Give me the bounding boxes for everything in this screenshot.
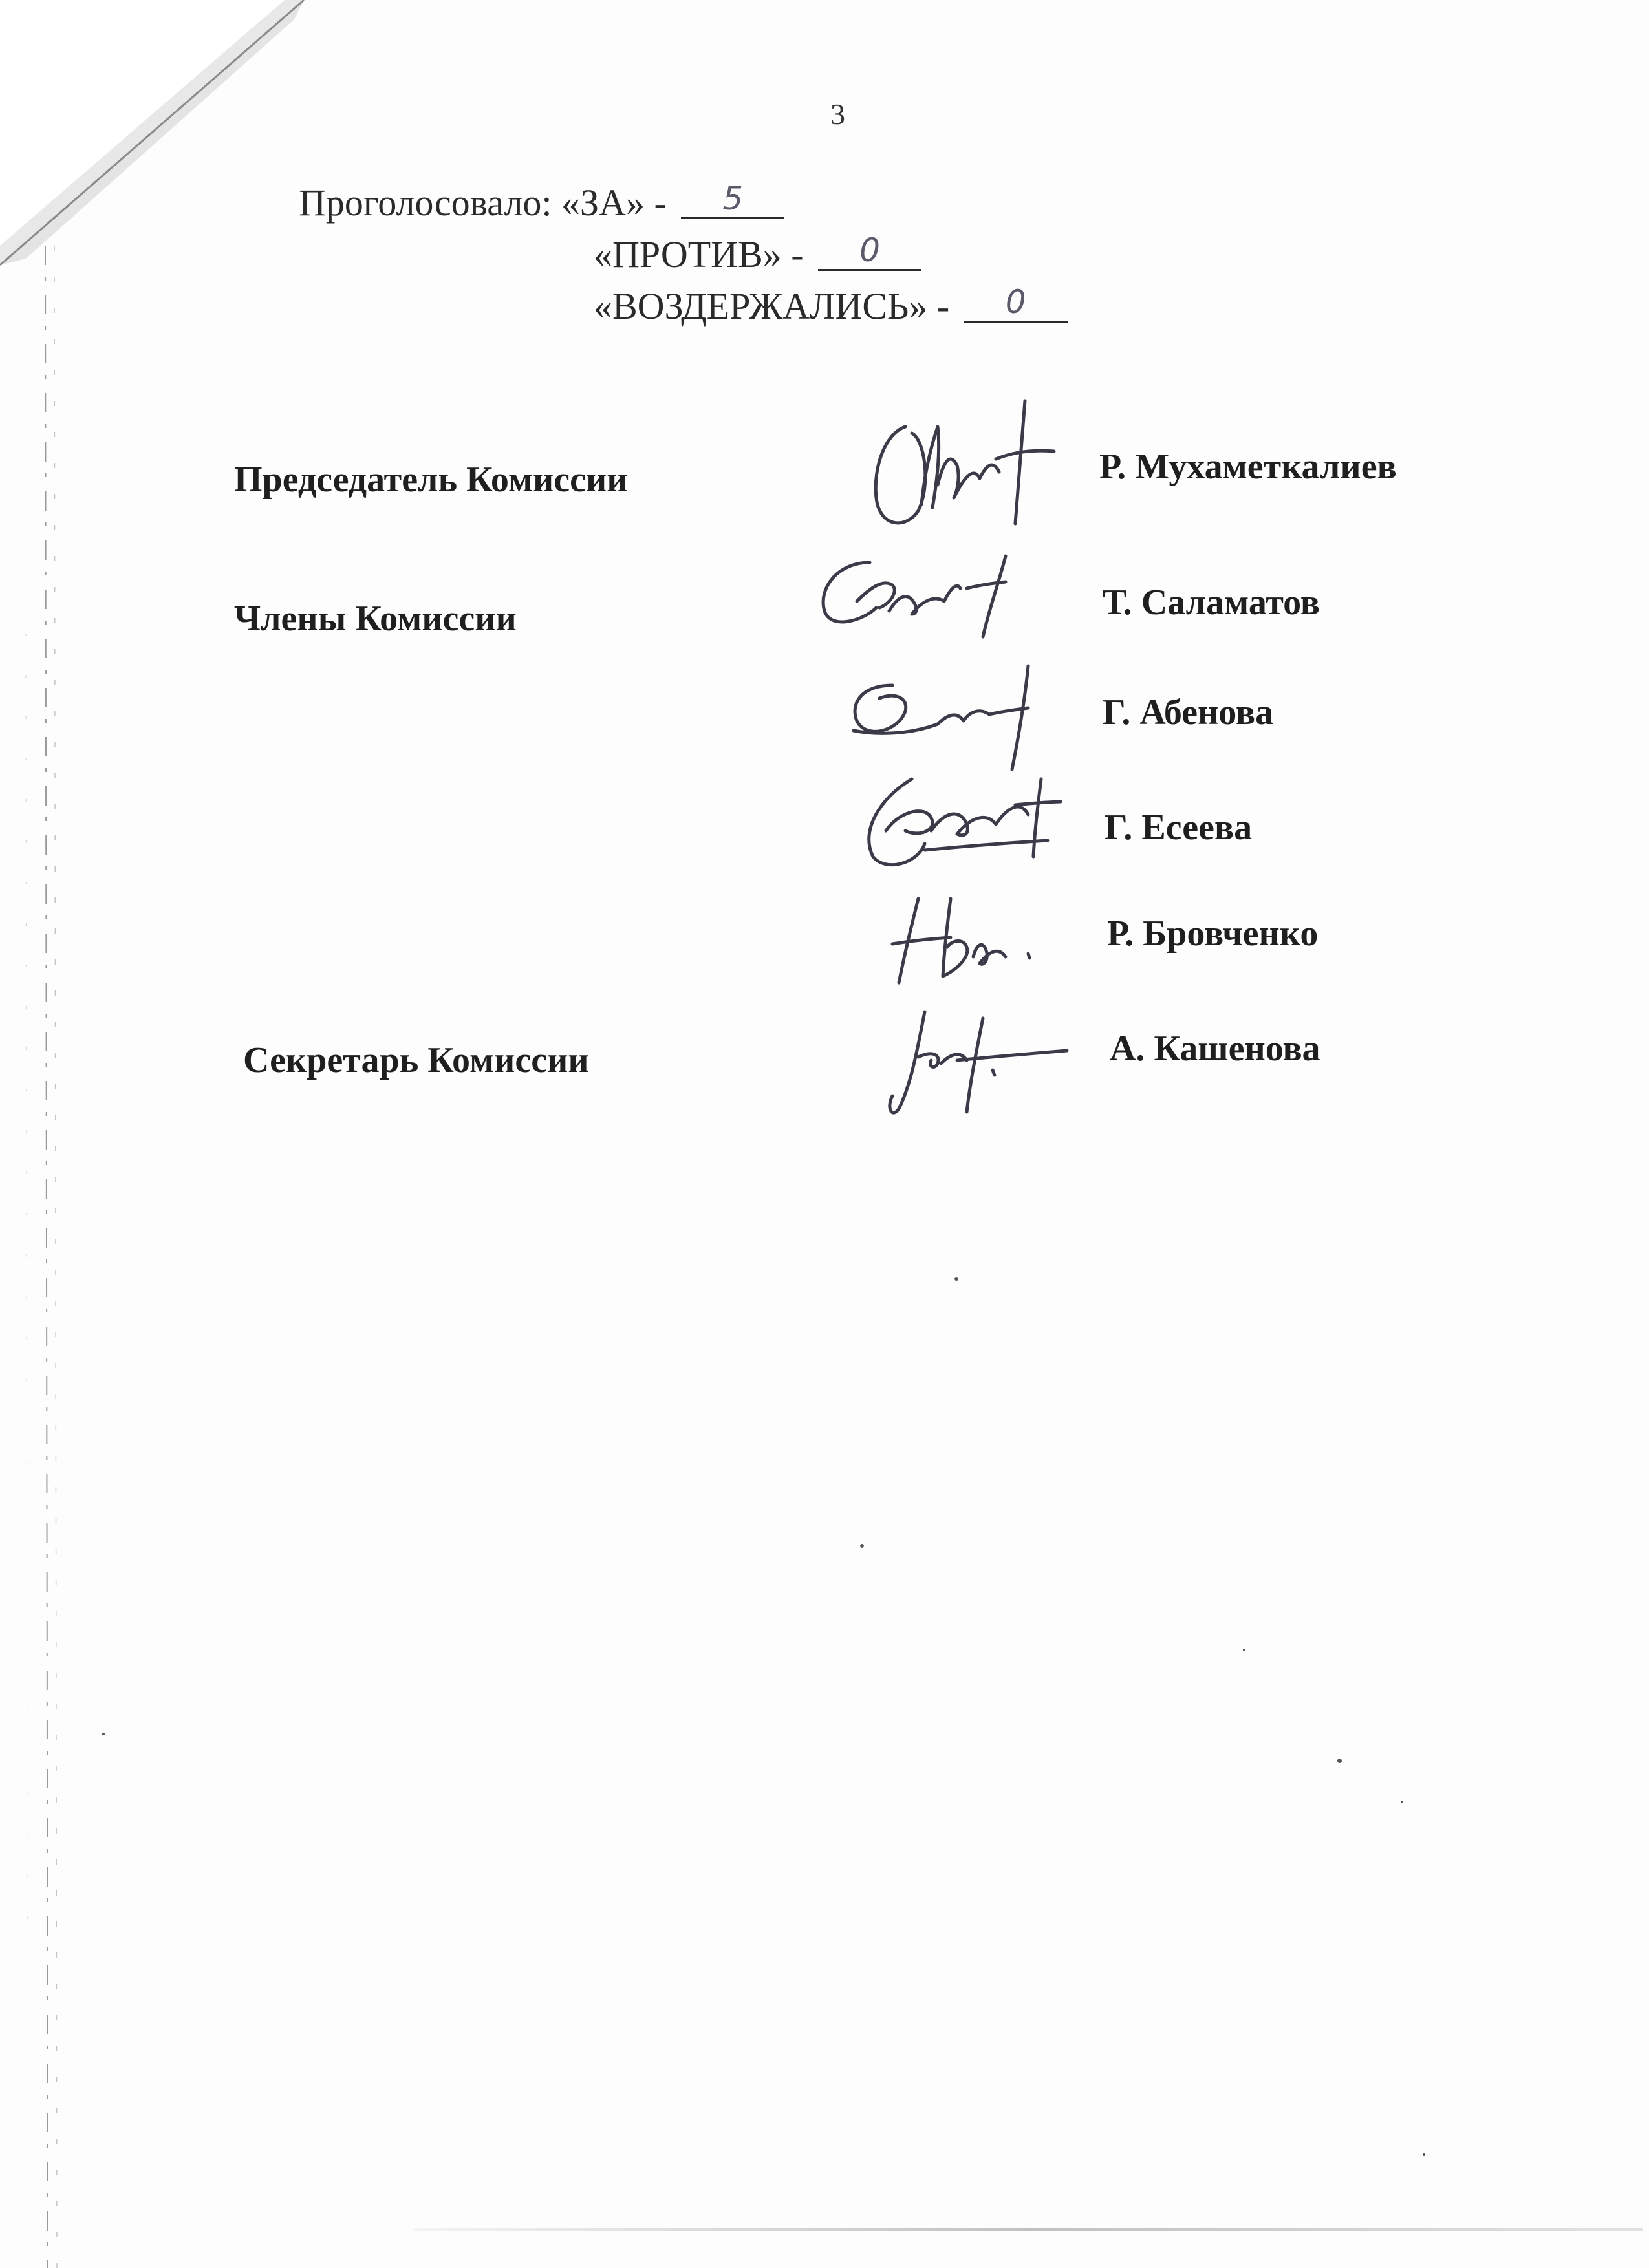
member-signature-4 (886, 886, 1054, 996)
vote-for-label: «ЗА» - (561, 182, 667, 224)
scan-speck (1401, 1801, 1403, 1803)
vote-prefix: Проголосовало: (299, 182, 552, 224)
member-name-4: Р. Бровченко (1107, 914, 1319, 954)
secretary-name: А. Кашенова (1110, 1029, 1320, 1069)
member-signature-3 (854, 766, 1073, 876)
vote-against-label: «ПРОТИВ» - (594, 233, 804, 275)
vote-abstained-label: «ВОЗДЕРЖАЛИСЬ» - (594, 285, 950, 327)
vote-abstained-blank (964, 283, 1068, 323)
member-name-1: Т. Саламатов (1103, 583, 1320, 623)
vote-against-blank (818, 231, 921, 271)
secretary-signature (879, 999, 1073, 1122)
vote-for-line (299, 181, 784, 224)
scan-speck (1423, 2153, 1425, 2156)
scan-speck (102, 1733, 105, 1735)
member-name-3: Г. Есеева (1105, 808, 1253, 848)
member-signature-2 (841, 659, 1048, 776)
member-name-2: Г. Абенова (1103, 692, 1274, 733)
chairman-name: Р. Мухаметкалиев (1099, 447, 1397, 487)
scan-speck (1243, 1649, 1245, 1651)
page-number: 3 (830, 98, 845, 131)
scan-left-edge (0, 246, 65, 2268)
vote-abstained-line (594, 284, 1068, 328)
members-role: Члены Комиссии (234, 599, 517, 639)
chairman-role: Председатель Комиссии (234, 460, 628, 500)
member-signature-1 (812, 550, 1018, 640)
scan-speck (860, 1544, 864, 1548)
vote-for-value: 5 (722, 180, 744, 217)
secretary-role: Секретарь Комиссии (243, 1040, 589, 1080)
vote-for-blank (681, 180, 784, 219)
scan-bottom-line (414, 2228, 1643, 2231)
vote-against-line (594, 233, 921, 276)
scan-corner-fold (0, 0, 310, 272)
scan-speck (954, 1277, 958, 1281)
vote-against-value: 0 (859, 231, 880, 269)
chairman-signature (860, 388, 1067, 543)
vote-abstained-value: 0 (1005, 283, 1026, 321)
scan-speck (1337, 1759, 1342, 1763)
